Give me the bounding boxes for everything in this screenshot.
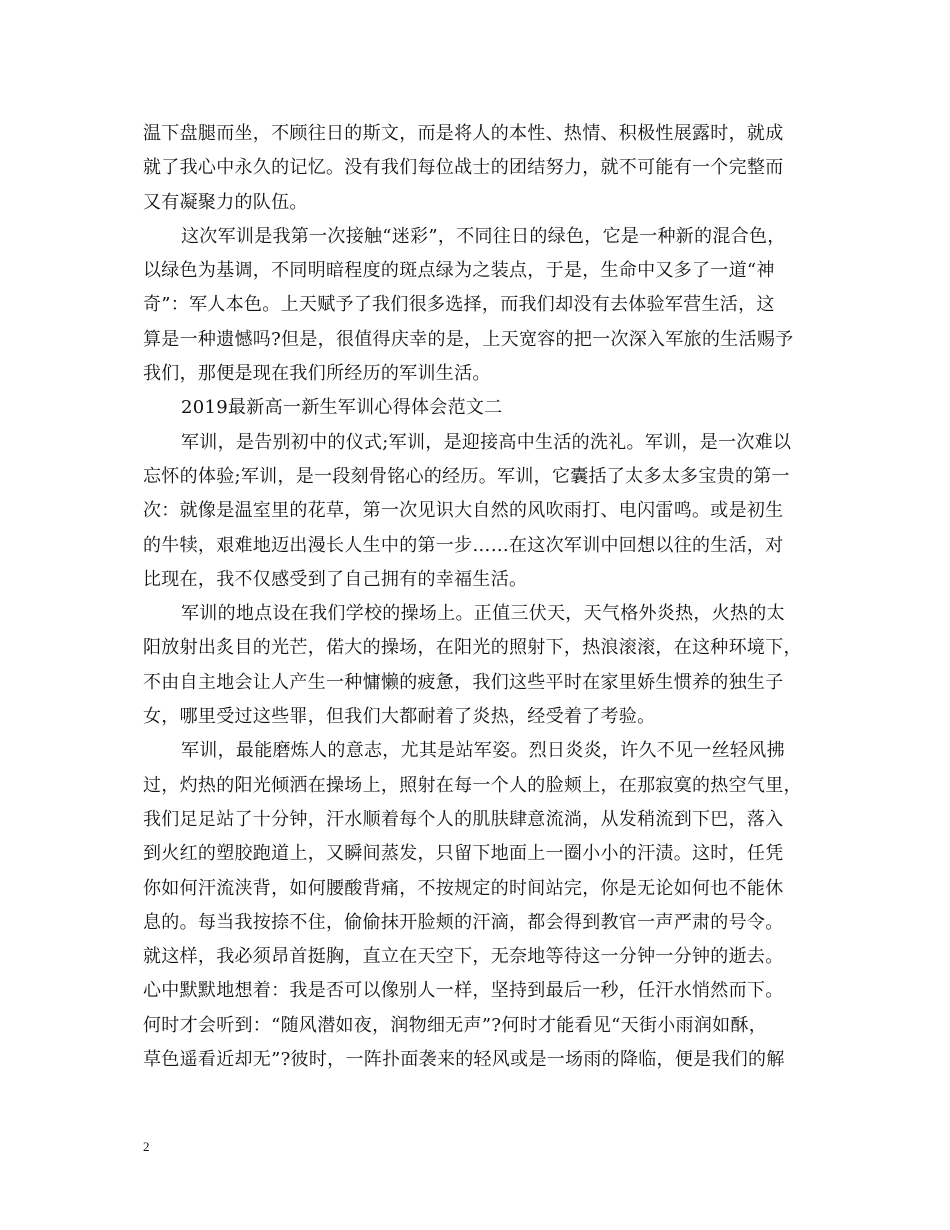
text-line: 我们，那便是现在我们所经历的军训生活。: [143, 363, 491, 385]
text-line: 心中默默地想着：我是否可以像别人一样，坚持到最后一秒，任汗水悄然而下。: [143, 980, 784, 1002]
text-line: 奇”：军人本色。上天赋予了我们很多选择，而我们却没有去体验军营生活，这: [143, 294, 775, 316]
text-line: 何时才会听到：“随风潜如夜，润物细无声”?何时才能看见“天街小雨润如酥，: [143, 1014, 768, 1036]
text-line: 又有凝聚力的队伍。: [143, 191, 308, 213]
text-line: 我们足足站了十分钟，汗水顺着每个人的肌肤肆意流淌，从发稍流到下巴，落入: [143, 808, 784, 830]
text-line: 就这样，我必须昂首挺胸，直立在天空下，无奈地等待这一分钟一分钟的逝去。: [143, 946, 784, 968]
text-line: 不由自主地会让人产生一种慵懒的疲惫，我们这些平时在家里娇生惯养的独生子: [143, 671, 784, 693]
paragraph-start-line: 军训，是告别初中的仪式;军训，是迎接高中生活的洗礼。军训，是一次难以: [181, 431, 792, 453]
text-line: 草色遥看近却无”?彼时，一阵扑面袭来的轻风或是一场雨的降临，便是我们的解: [143, 1049, 785, 1071]
text-line: 以绿色为基调，不同明暗程度的斑点绿为之装点，于是，生命中又多了一道“神: [143, 260, 775, 282]
text-line: 阳放射出炙目的光芒，偌大的操场，在阳光的照射下，热浪滚滚，在这种环境下，: [143, 637, 802, 659]
page-number: 2: [143, 1139, 150, 1154]
text-line: 比现在，我不仅感受到了自己拥有的幸福生活。: [143, 568, 528, 590]
section-heading: 2019最新高一新生军训心得体会范文二: [181, 397, 503, 419]
text-line: 次：就像是温室里的花草，第一次见识大自然的风吹雨打、电闪雷鸣。或是初生: [143, 500, 784, 522]
text-line: 女，哪里受过这些罪，但我们大都耐着了炎热，经受着了考验。: [143, 706, 656, 728]
text-line: 温下盘腿而坐，不顾往日的斯文，而是将人的本性、热情、积极性展露时，就成: [143, 123, 784, 144]
text-line: 你如何汗流浃背，如何腰酸背痛，不按规定的时间站完，你是无论如何也不能休: [143, 877, 784, 899]
text-line: 就了我心中永久的记忆。没有我们每位战士的团结努力，就不可能有一个完整而: [143, 157, 784, 179]
paragraph-start-line: 军训，最能磨炼人的意志，尤其是站军姿。烈日炎炎，许久不见一丝轻风拂: [181, 740, 785, 762]
text-line: 过，灼热的阳光倾洒在操场上，照射在每一个人的脸颊上，在那寂寞的热空气里，: [143, 774, 802, 796]
body-text: [143, 117, 807, 1077]
text-line: 的牛犊，艰难地迈出漫长人生中的第一步……在这次军训中回想以往的生活，对: [143, 534, 784, 556]
paragraph-start-line: 这次军训是我第一次接触“迷彩”，不同往日的绿色，它是一种新的混合色，: [181, 225, 786, 247]
text-line: 息的。每当我按捺不住，偷偷抹开脸颊的汗滴，都会得到教官一声严肃的号令。: [143, 911, 784, 933]
text-line: 到火红的塑胶跑道上，又瞬间蒸发，只留下地面上一圈小小的汗渍。这时，任凭: [143, 843, 784, 865]
text-line: 忘怀的体验;军训，是一段刻骨铭心的经历。军训，它囊括了太多太多宝贵的第一: [143, 465, 790, 487]
paragraph-start-line: 军训的地点设在我们学校的操场上。正值三伏天，天气格外炎热，火热的太: [181, 603, 785, 625]
text-line: 算是一种遗憾吗?但是，很值得庆幸的是，上天宽容的把一次深入军旅的生活赐予: [143, 328, 794, 350]
